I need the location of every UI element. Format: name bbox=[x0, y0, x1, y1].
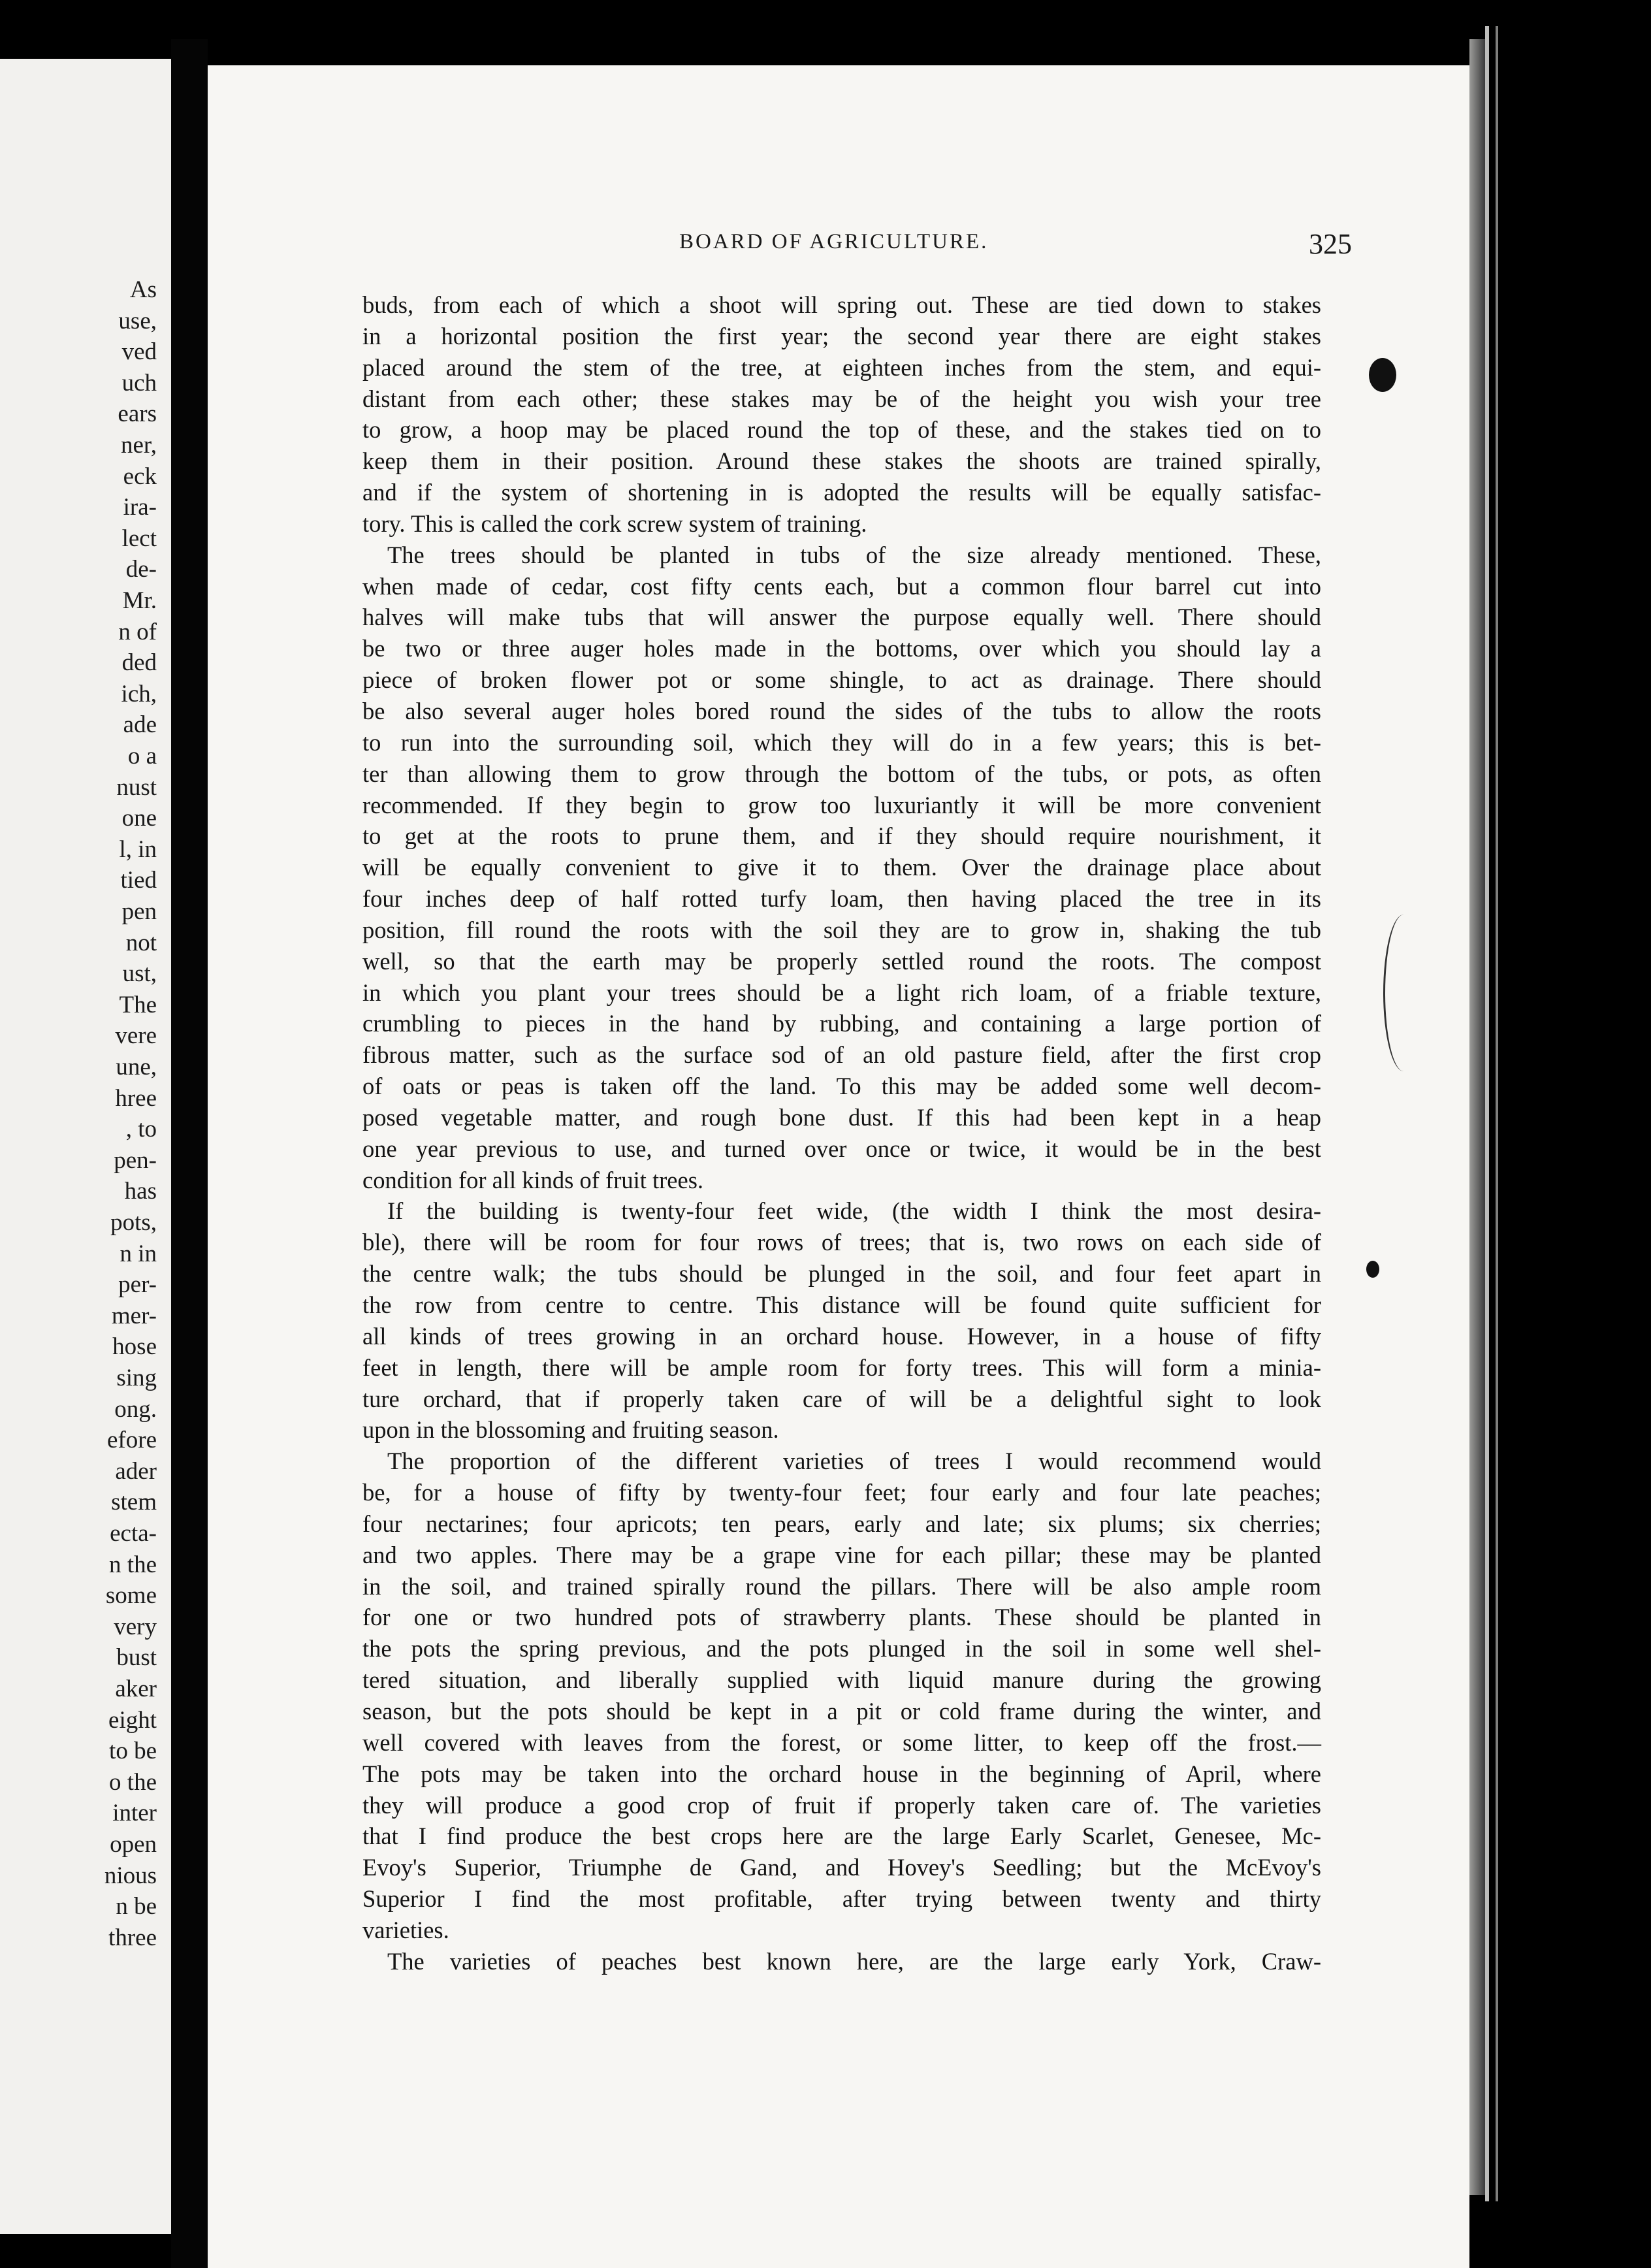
text-line: be two or three auger holes made in the bottoms, over which you should lay a bbox=[362, 635, 1321, 662]
left-page-line: ved bbox=[121, 338, 157, 366]
left-page-line: pen- bbox=[114, 1146, 157, 1174]
ink-blot bbox=[1369, 358, 1396, 392]
left-page-line: has bbox=[124, 1178, 157, 1205]
text-line: for one or two hundred pots of strawberry plants. These should be planted in bbox=[362, 1604, 1321, 1631]
left-page-line: ade bbox=[123, 711, 157, 739]
left-page-line: o the bbox=[109, 1768, 157, 1796]
left-page-line: ded bbox=[121, 649, 157, 677]
left-page-line: hree bbox=[115, 1084, 157, 1112]
text-line: that I find produce the best crops here are the large Early Scarlet, Genesee, Mc- bbox=[362, 1822, 1321, 1850]
text-line: tered situation, and liberally supplied with liquid manure during the growing bbox=[362, 1666, 1321, 1694]
text-line: be, for a house of fifty by twenty-four feet; four early and four late peaches; bbox=[362, 1479, 1321, 1506]
text-line: be also several auger holes bored round the sides of the tubs to allow the roots bbox=[362, 697, 1321, 724]
left-page-line: Mr. bbox=[122, 587, 157, 614]
text-line: recommended. If they begin to grow too luxuriantly it will be more convenient bbox=[362, 791, 1321, 818]
text-line: in a horizontal position the first year; the second year there are eight stakes bbox=[362, 322, 1321, 349]
left-page-line: bust bbox=[116, 1644, 157, 1672]
left-page-line: ust, bbox=[122, 960, 157, 988]
text-line: If the building is twenty-four feet wide, (the width I think the most desira- bbox=[387, 1197, 1321, 1225]
left-page-line: uch bbox=[121, 369, 157, 397]
left-page-line: very bbox=[114, 1613, 157, 1640]
page-edge-line bbox=[1496, 26, 1498, 2201]
left-page-line: ecta- bbox=[110, 1520, 157, 1547]
page-number: 325 bbox=[1309, 228, 1352, 260]
text-line: upon in the blossoming and fruiting season. bbox=[362, 1416, 779, 1444]
text-line: piece of broken flower pot or some shingle, to act as drainage. There should bbox=[362, 666, 1321, 694]
text-line: The pots may be taken into the orchard house in the beginning of April, where bbox=[362, 1760, 1321, 1787]
left-page-line: nious bbox=[104, 1862, 157, 1889]
left-page-line: not bbox=[125, 929, 157, 956]
left-page-line: de- bbox=[125, 556, 157, 583]
left-page-line: lect bbox=[121, 525, 157, 552]
left-page-line: The bbox=[119, 991, 157, 1018]
left-page-line: ader bbox=[115, 1457, 157, 1485]
left-page-line: mer- bbox=[111, 1302, 157, 1329]
left-page-line: aker bbox=[115, 1676, 157, 1702]
left-page-line: ira- bbox=[123, 494, 157, 521]
left-page-line: some bbox=[105, 1582, 157, 1610]
text-line: well, so that the earth may be properly settled round the roots. The compost bbox=[362, 947, 1321, 975]
text-line: distant from each other; these stakes may be of the height you wish your tree bbox=[362, 385, 1321, 412]
text-line: halves will make tubs that will answer the purpose equally well. There should bbox=[362, 604, 1321, 631]
text-line: feet in length, there will be ample room for forty trees. This will form a minia- bbox=[362, 1353, 1321, 1381]
running-head-title: BOARD OF AGRICULTURE. bbox=[679, 230, 989, 253]
left-page-line: efore bbox=[107, 1427, 157, 1454]
left-page-line: o a bbox=[127, 743, 157, 770]
text-line: season, but the pots should be kept in a pit or cold frame during the winter, and bbox=[362, 1697, 1321, 1725]
text-line: The trees should be planted in tubs of the size already mentioned. These, bbox=[387, 541, 1321, 568]
body-text bbox=[362, 289, 1321, 1977]
text-line: the centre walk; the tubs should be plunged in the soil, and four feet apart in bbox=[362, 1260, 1321, 1288]
text-line: the pots the spring previous, and the pots plunged in the soil in some well shel- bbox=[362, 1635, 1321, 1662]
left-page-line: open bbox=[110, 1831, 157, 1858]
paragraph bbox=[362, 1946, 1321, 1977]
page-edge-shadow bbox=[1469, 39, 1485, 2195]
text-line: The varieties of peaches best known here, are the large early York, Craw- bbox=[387, 1947, 1321, 1975]
paragraph bbox=[362, 1195, 1321, 1446]
text-line: keep them in their position. Around these stakes the shoots are trained spirally, bbox=[362, 447, 1321, 475]
text-line: of oats or peas is taken off the land. To this may be added some well decom- bbox=[362, 1073, 1321, 1100]
running-head bbox=[208, 230, 1469, 269]
left-page-line: n of bbox=[118, 618, 157, 645]
left-page-line: to be bbox=[109, 1738, 157, 1765]
text-line: position, fill round the roots with the soil they are to grow in, shaking the tub bbox=[362, 916, 1321, 943]
left-page-line: sing bbox=[116, 1365, 157, 1391]
text-line: in which you plant your trees should be a light rich loam, of a friable texture, bbox=[362, 979, 1321, 1006]
left-page-line: one bbox=[121, 805, 157, 832]
text-line: placed around the stem of the tree, at eighteen inches from the stem, and equi- bbox=[362, 353, 1321, 381]
text-line: they will produce a good crop of fruit if properly taken care of. The varieties bbox=[362, 1791, 1321, 1819]
left-page-line: stem bbox=[111, 1489, 157, 1516]
left-page-line: vere bbox=[115, 1022, 157, 1050]
text-line: fibrous matter, such as the surface sod of an old pasture field, after the first crop bbox=[362, 1041, 1321, 1069]
text-line: ble), there will be room for four rows of trees; that is, two rows on each side of bbox=[362, 1229, 1321, 1256]
text-line: buds, from each of which a shoot will spring out. These are tied down to stakes bbox=[362, 291, 1321, 318]
text-line: will be equally convenient to give it to them. Over the drainage place about bbox=[362, 854, 1321, 881]
left-page-line: n the bbox=[109, 1551, 157, 1578]
left-page-line: eck bbox=[123, 462, 157, 490]
text-line: one year previous to use, and turned over once or twice, it would be in the best bbox=[362, 1135, 1321, 1162]
text-line: condition for all kinds of fruit trees. bbox=[362, 1166, 704, 1193]
text-line: four inches deep of half rotted turfy loam, then having placed the tree in its bbox=[362, 885, 1321, 913]
left-page-line: pen bbox=[121, 898, 157, 925]
text-line: in the soil, and trained spirally round the pillars. There will be also ample room bbox=[362, 1572, 1321, 1600]
left-page-line: n be bbox=[116, 1893, 157, 1920]
text-line: ter than allowing them to grow through the bottom of the tubs, or pots, as often bbox=[362, 760, 1321, 787]
page-edge-line bbox=[1485, 26, 1489, 2201]
text-line: varieties. bbox=[362, 1916, 449, 1943]
text-line: Superior I find the most profitable, after trying between twenty and thirty bbox=[362, 1885, 1321, 1913]
left-page-line: three bbox=[108, 1924, 157, 1951]
left-page-line: hose bbox=[112, 1333, 157, 1361]
text-line: to run into the surrounding soil, which they will do in a few years; this is bet- bbox=[362, 728, 1321, 756]
left-page-line: use, bbox=[118, 307, 157, 334]
left-page-line: , to bbox=[125, 1116, 157, 1143]
left-page-line: tied bbox=[120, 867, 157, 894]
paragraph bbox=[362, 1446, 1321, 1946]
text-line: tory. This is called the cork screw system of training. bbox=[362, 510, 867, 537]
text-line: to grow, a hoop may be placed round the top of these, and the stakes tied on to bbox=[362, 416, 1321, 444]
left-page-line: per- bbox=[118, 1271, 157, 1299]
left-page-line: As bbox=[129, 276, 157, 303]
text-line: Evoy's Superior, Triumphe de Gand, and Hovey's Seedling; but the McEvoy's bbox=[362, 1854, 1321, 1881]
left-page-line: pots, bbox=[110, 1209, 157, 1236]
left-page-line: ich, bbox=[121, 680, 157, 707]
book-gutter bbox=[171, 39, 208, 2268]
left-page-line: inter bbox=[112, 1800, 157, 1827]
text-line: four nectarines; four apricots; ten pears, early and late; six plums; six cherries; bbox=[362, 1510, 1321, 1537]
previous-page-fragment bbox=[0, 59, 171, 2234]
left-page-line: ong. bbox=[114, 1395, 157, 1423]
text-line: and two apples. There may be a grape vine for each pillar; these may be planted bbox=[362, 1541, 1321, 1568]
text-line: to get at the roots to prune them, and if they should require nourishment, it bbox=[362, 822, 1321, 850]
left-page-line: nust bbox=[116, 773, 157, 801]
text-line: posed vegetable matter, and rough bone dust. If this had been kept in a heap bbox=[362, 1103, 1321, 1131]
left-page-line: ner, bbox=[120, 432, 157, 459]
text-line: and if the system of shortening in is adopted the results will be equally satisfac- bbox=[362, 479, 1321, 506]
page bbox=[208, 65, 1469, 2268]
left-page-line: eight bbox=[108, 1706, 157, 1734]
text-line: The proportion of the different varieties of trees I would recommend would bbox=[387, 1448, 1321, 1475]
left-page-line: ears bbox=[118, 400, 157, 428]
paragraph bbox=[362, 540, 1321, 1196]
text-line: ture orchard, that if properly taken care of will be a delightful sight to look bbox=[362, 1385, 1321, 1412]
text-line: when made of cedar, cost fifty cents each, but a common flour barrel cut into bbox=[362, 572, 1321, 600]
paper-crease bbox=[1383, 915, 1424, 1071]
text-line: all kinds of trees growing in an orchard house. However, in a house of fifty bbox=[362, 1322, 1321, 1350]
text-line: well covered with leaves from the forest, or some litter, to keep off the frost.— bbox=[362, 1728, 1321, 1756]
left-page-line: l, in bbox=[119, 835, 157, 863]
ink-speck bbox=[1366, 1261, 1379, 1278]
left-page-line: une, bbox=[116, 1054, 157, 1080]
text-line: crumbling to pieces in the hand by rubbing, and containing a large portion of bbox=[362, 1010, 1321, 1037]
paragraph bbox=[362, 289, 1321, 540]
text-line: the row from centre to centre. This distance will be found quite sufficient for bbox=[362, 1291, 1321, 1318]
left-page-line: n in bbox=[120, 1240, 157, 1267]
